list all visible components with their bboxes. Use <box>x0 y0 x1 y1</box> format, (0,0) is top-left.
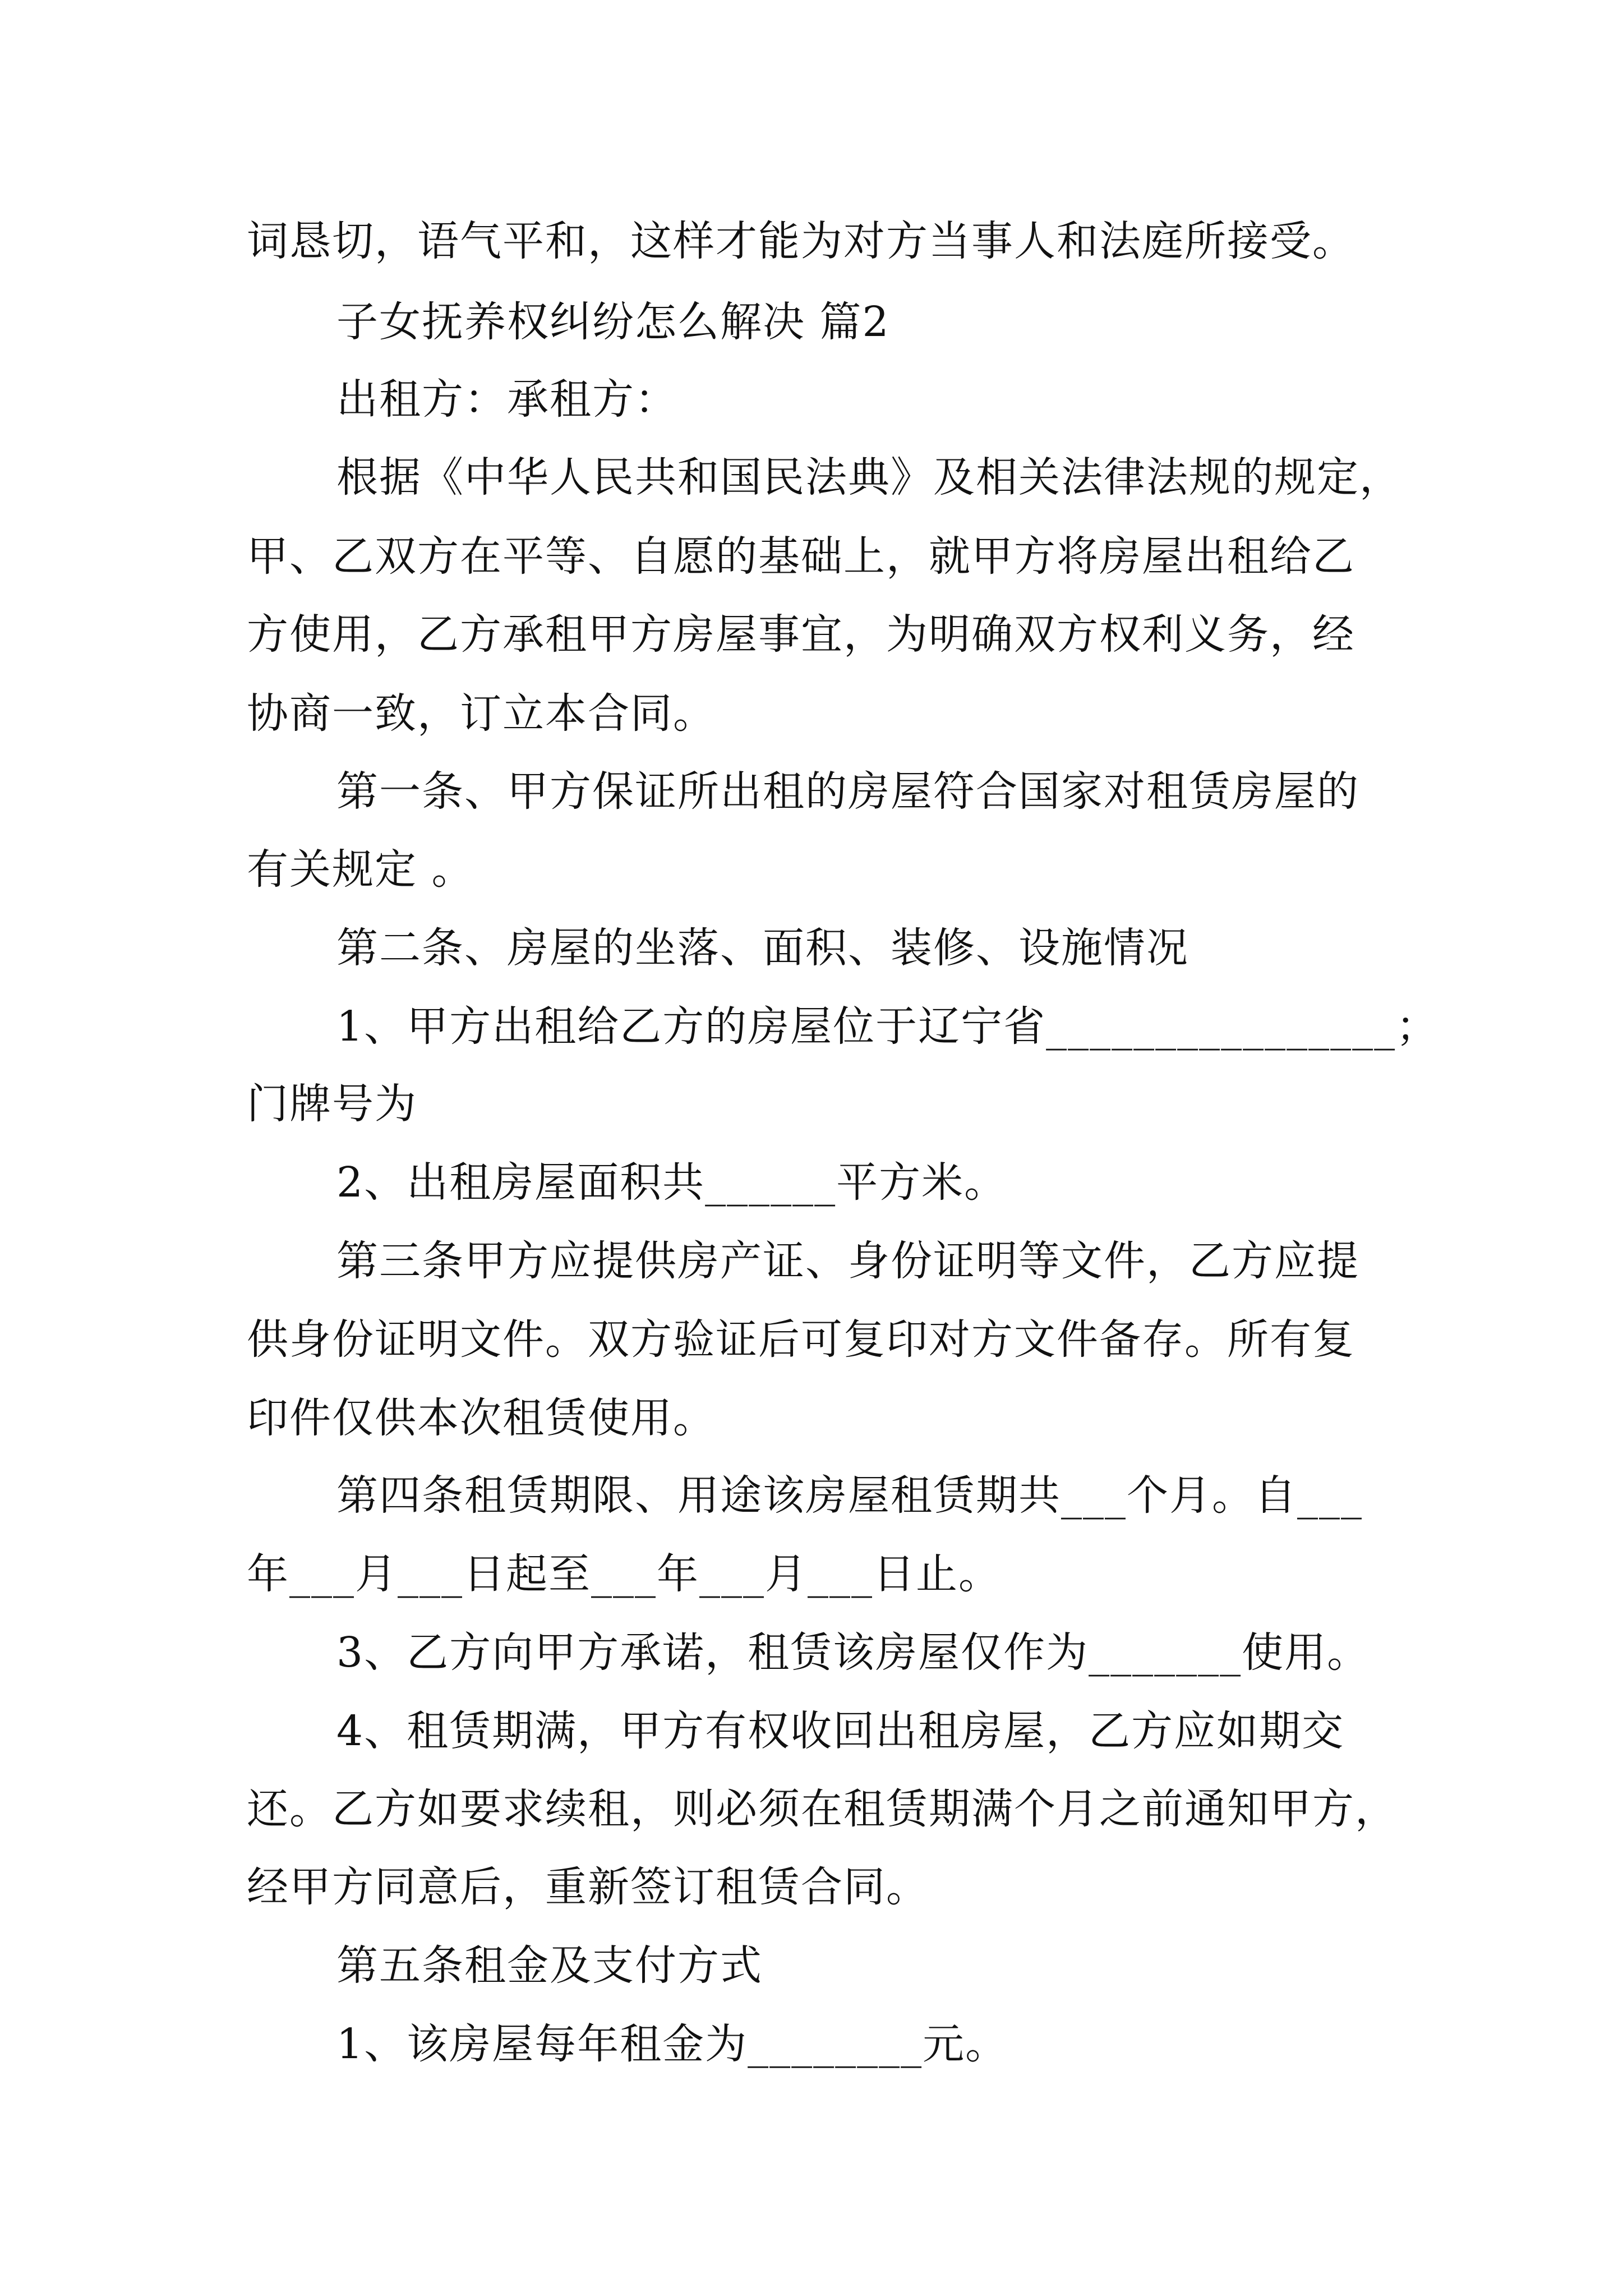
text-line: 出租方：承租方： <box>336 375 677 424</box>
text-line: 第五条租金及支付方式 <box>336 1941 763 1990</box>
text-line: 第一条、甲方保证所出租的房屋符合国家对租赁房屋的 <box>336 767 1359 816</box>
text-line: 方使用，乙方承租甲方房屋事宜，为明确双方权利义务，经 <box>247 610 1355 659</box>
text-line: 词恳切，语气平和，这样才能为对方当事人和法庭所接受。 <box>247 217 1355 265</box>
text-line: 第二条、房屋的坐落、面积、装修、设施情况 <box>336 924 1189 972</box>
text-line: 第四条租赁期限、用途该房屋租赁期共___个月。自___ <box>336 1471 1363 1520</box>
text-line: 印件仅供本次租赁使用。 <box>247 1394 716 1442</box>
text-line: 4、租赁期满，甲方有权收回出租房屋，乙方应如期交 <box>336 1707 1345 1755</box>
text-line: 3、乙方向甲方承诺，租赁该房屋仅作为_______使用。 <box>336 1628 1370 1677</box>
text-line: 1、该房屋每年租金为________元。 <box>336 2020 1008 2068</box>
text-line: 协商一致，订立本合同。 <box>247 689 716 738</box>
text-line: 门牌号为 <box>247 1080 417 1128</box>
text-line: 经甲方同意后，重新签订租赁合同。 <box>247 1863 929 1911</box>
text-line: 年___月___日起至___年___月___日止。 <box>247 1550 1001 1598</box>
text-line: 1、甲方出租给乙方的房屋位于辽宁省________________； <box>336 1002 1439 1051</box>
text-line: 第三条甲方应提供房产证、身份证明等文件，乙方应提 <box>336 1237 1359 1285</box>
text-line: 根据《中华人民共和国民法典》及相关法律法规的规定， <box>336 453 1402 501</box>
section-heading: 子女抚养权纠纷怎么解决 篇2 <box>336 298 890 346</box>
text-line: 甲、乙双方在平等、自愿的基础上，就甲方将房屋出租给乙 <box>247 532 1355 581</box>
text-line: 2、出租房屋面积共______平方米。 <box>336 1158 1007 1207</box>
text-line: 还。乙方如要求续租，则必须在租赁期满个月之前通知甲方， <box>247 1785 1398 1833</box>
text-line: 有关规定 。 <box>247 845 474 894</box>
text-line: 供身份证明文件。双方验证后可复印对方文件备存。所有复 <box>247 1315 1355 1364</box>
